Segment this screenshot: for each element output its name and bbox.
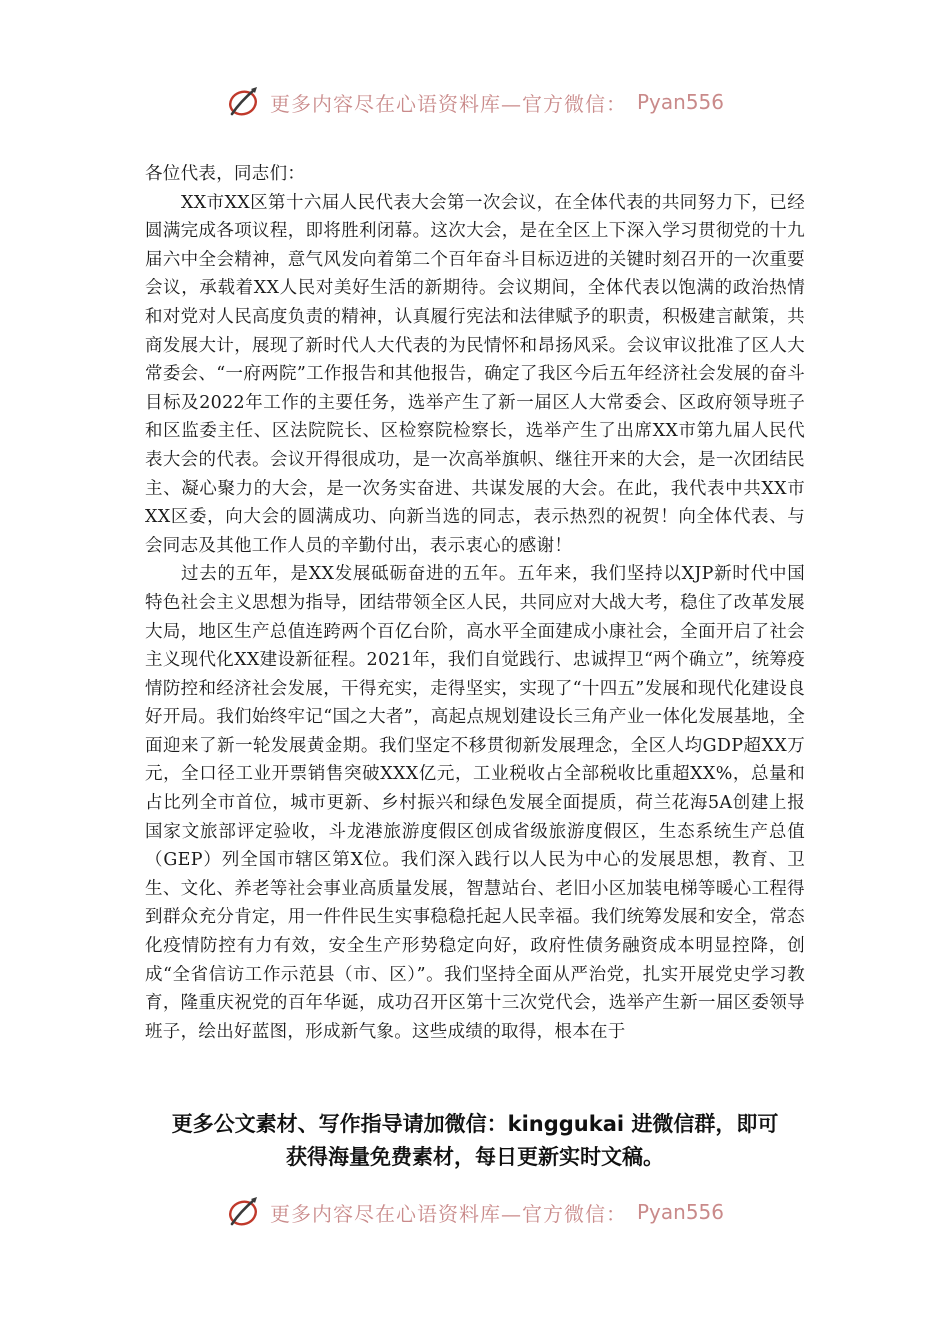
promo-line: 更多公文素材、写作指导请加微信：kinggukai 进微信群，即可 (171, 1112, 779, 1136)
header-watermark (0, 80, 950, 124)
document-body (145, 160, 805, 1046)
pen-swirl-logo-icon (226, 1194, 262, 1230)
paragraph: 过去的五年，是XX发展砥砺奋进的五年。五年来，我们坚持以XJP新时代中国特色社会主义思想为指导，团结带领全区人民，共同应对大战大考，稳住了改革发展大局，地区生产总值连跨两个百亿台阶，高水平全面建成小康社会，全面开启了社会主义现代化XX建设新征程。2021年，我们自觉践行、忠诚捍卫“两个确立”，统筹疫情防控和经济社会发展，干得充实，走得坚实，实现了“十四五”发展和现代化建设良好开局。我们始终牢记“国之大者”，高起点规划建设长三角产业一体化发展基地，全面迎来了新一轮发展黄金期。我们坚定不移贯彻新发展理念，全区人均GDP超XX万元，全口径工业开票销售突破XXX亿元，工业税收占全部税收比重超XX%，总量和占比列全市首位，城市更新、乡村振兴和绿色发展全面提质，荷兰花海5A创建上报国家文旅部评定验收，斗龙港旅游度假区创成省级旅游度假区，生态系统生产总值（GEP）列全国市辖区第X位。我们深入践行以人民为中心的发展思想，教育、卫生、文化、养老等社会事业高质量发展，智慧站台、老旧小区加装电梯等暖心工程得到群众充分肯定，用一件件民生实事稳稳托起人民幸福。我们统筹发展和安全，常态化疫情防控有力有效，安全生产形势稳定向好，政府性债务融资成本明显控降，创成“全省信访工作示范县（市、区）”。我们坚持全面从严治党，扎实开展党史学习教育，隆重庆祝党的百年华诞，成功召开区第十三次党代会，选举产生新一届区委领导班子，绘出好蓝图，形成新气象。这些成绩的取得，根本在于 (145, 564, 805, 1042)
watermark-wechat-id: Pyan556 (636, 1200, 724, 1224)
pen-swirl-logo-icon (226, 84, 262, 120)
watermark-wechat-id: Pyan556 (636, 90, 724, 114)
salutation: 各位代表，同志们： (145, 164, 306, 184)
paragraph: XX市XX区第十六届人民代表大会第一次会议，在全体代表的共同努力下，已经圆满完成各项议程，即将胜利闭幕。这次大会，是在全区上下深入学习贯彻党的十九届六中全会精神，意气风发向着第二个百年奋斗目标迈进的关键时刻召开的一次重要会议，承载着XX人民对美好生活的新期待。会议期间，全体代表以饱满的政治热情和对党对人民高度负责的精神，认真履行宪法和法律赋予的职责，积极建言献策，共商发展大计，展现了新时代人大代表的为民情怀和昂扬风采。会议审议批准了区人大常委会、“一府两院”工作报告和其他报告，确定了我区今后五年经济社会发展的奋斗目标及2022年工作的主要任务，选举产生了新一届区人大常委会、区政府领导班子和区监委主任、区法院院长、区检察院检察长，选举产生了出席XX市第九届人民代表大会的代表。会议开得很成功，是一次高举旗帜、继往开来的大会，是一次团结民主、凝心聚力的大会，是一次务实奋进、共谋发展的大会。在此，我代表中共XX市XX区委，向大会的圆满成功、向新当选的同志，表示热烈的祝贺！向全体代表、与会同志及其他工作人员的辛勤付出，表示衷心的感谢！ (145, 192, 805, 556)
promo-banner (120, 1108, 830, 1174)
watermark-text: 更多内容尽在心语资料库—官方微信： (269, 1201, 627, 1226)
footer-watermark (0, 1190, 950, 1234)
promo-line: 获得海量免费素材，每日更新实时文稿。 (286, 1145, 664, 1169)
watermark-text: 更多内容尽在心语资料库—官方微信： (269, 91, 627, 116)
